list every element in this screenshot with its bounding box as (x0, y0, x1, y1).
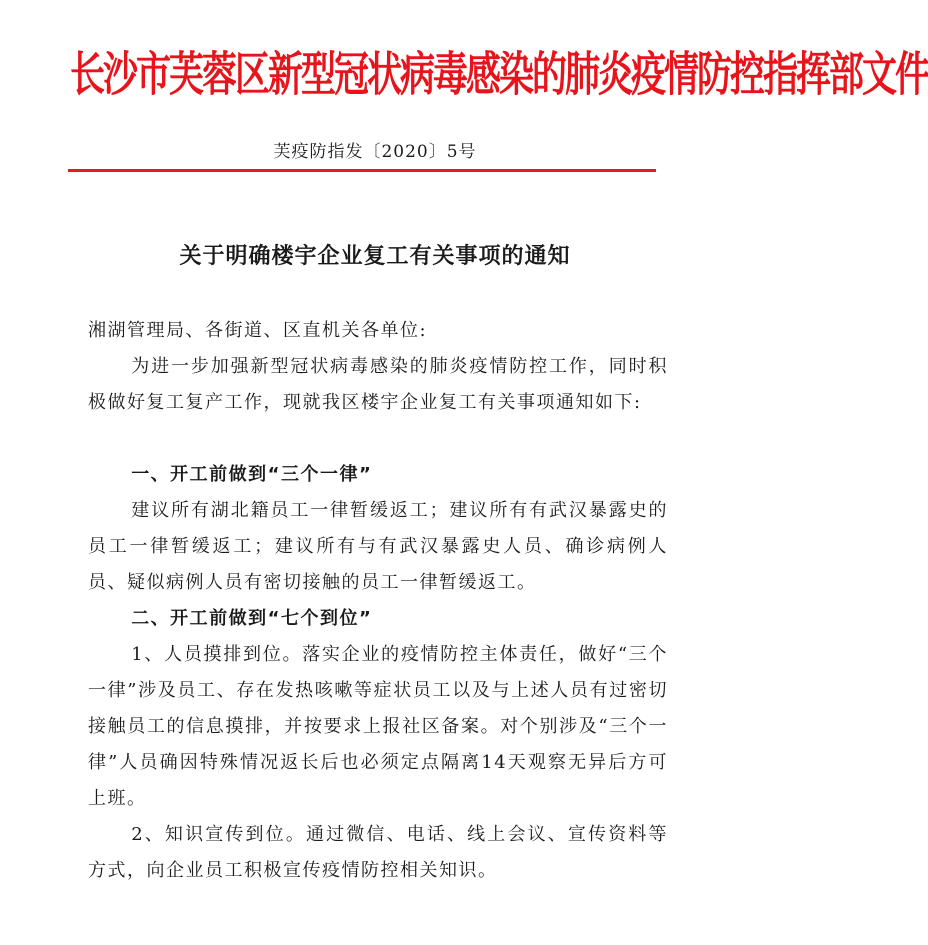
section-one (88, 457, 668, 601)
section-heading: 二、开工前做到“七个到位” (131, 608, 373, 629)
salutation: 湘湖管理局、各街道、区直机关各单位: (88, 320, 428, 341)
intro-paragraph: 为进一步加强新型冠状病毒感染的肺炎疫情防控工作，同时积极做好复工复产工作，现就我区楼宇企业复工有关事项通知如下: (88, 356, 668, 413)
section-paragraph: 1、人员摸排到位。落实企业的疫情防控主体责任，做好“三个一律”涉及员工、存在发热咳嗽等症状员工以及与上述人员有过密切接触员工的信息摸排，并按要求上报社区备案。对个别涉及“三个一律”人员确因特殊情况返长后也必须定点隔离14天观察无异后方可上班。 (88, 644, 668, 809)
document-masthead: 长沙市芙蓉区新型冠状病毒感染的肺炎疫情防控指挥部文件 (70, 47, 928, 103)
salutation-block (88, 313, 668, 421)
section-two (88, 601, 668, 889)
document-number: 芙疫防指发〔2020〕5号 (273, 142, 477, 162)
section-heading: 一、开工前做到“三个一律” (131, 464, 373, 485)
section-paragraph: 2、知识宣传到位。通过微信、电话、线上会议、宣传资料等方式，向企业员工积极宣传疫情防控相关知识。 (88, 824, 668, 881)
notice-title: 关于明确楼宇企业复工有关事项的通知 (179, 244, 571, 269)
red-divider-line (68, 169, 656, 172)
section-paragraph: 建议所有湖北籍员工一律暂缓返工；建议所有有武汉暴露史的员工一律暂缓返工；建议所有与有武汉暴露史人员、确诊病例人员、疑似病例人员有密切接触的员工一律暂缓返工。 (88, 500, 668, 593)
